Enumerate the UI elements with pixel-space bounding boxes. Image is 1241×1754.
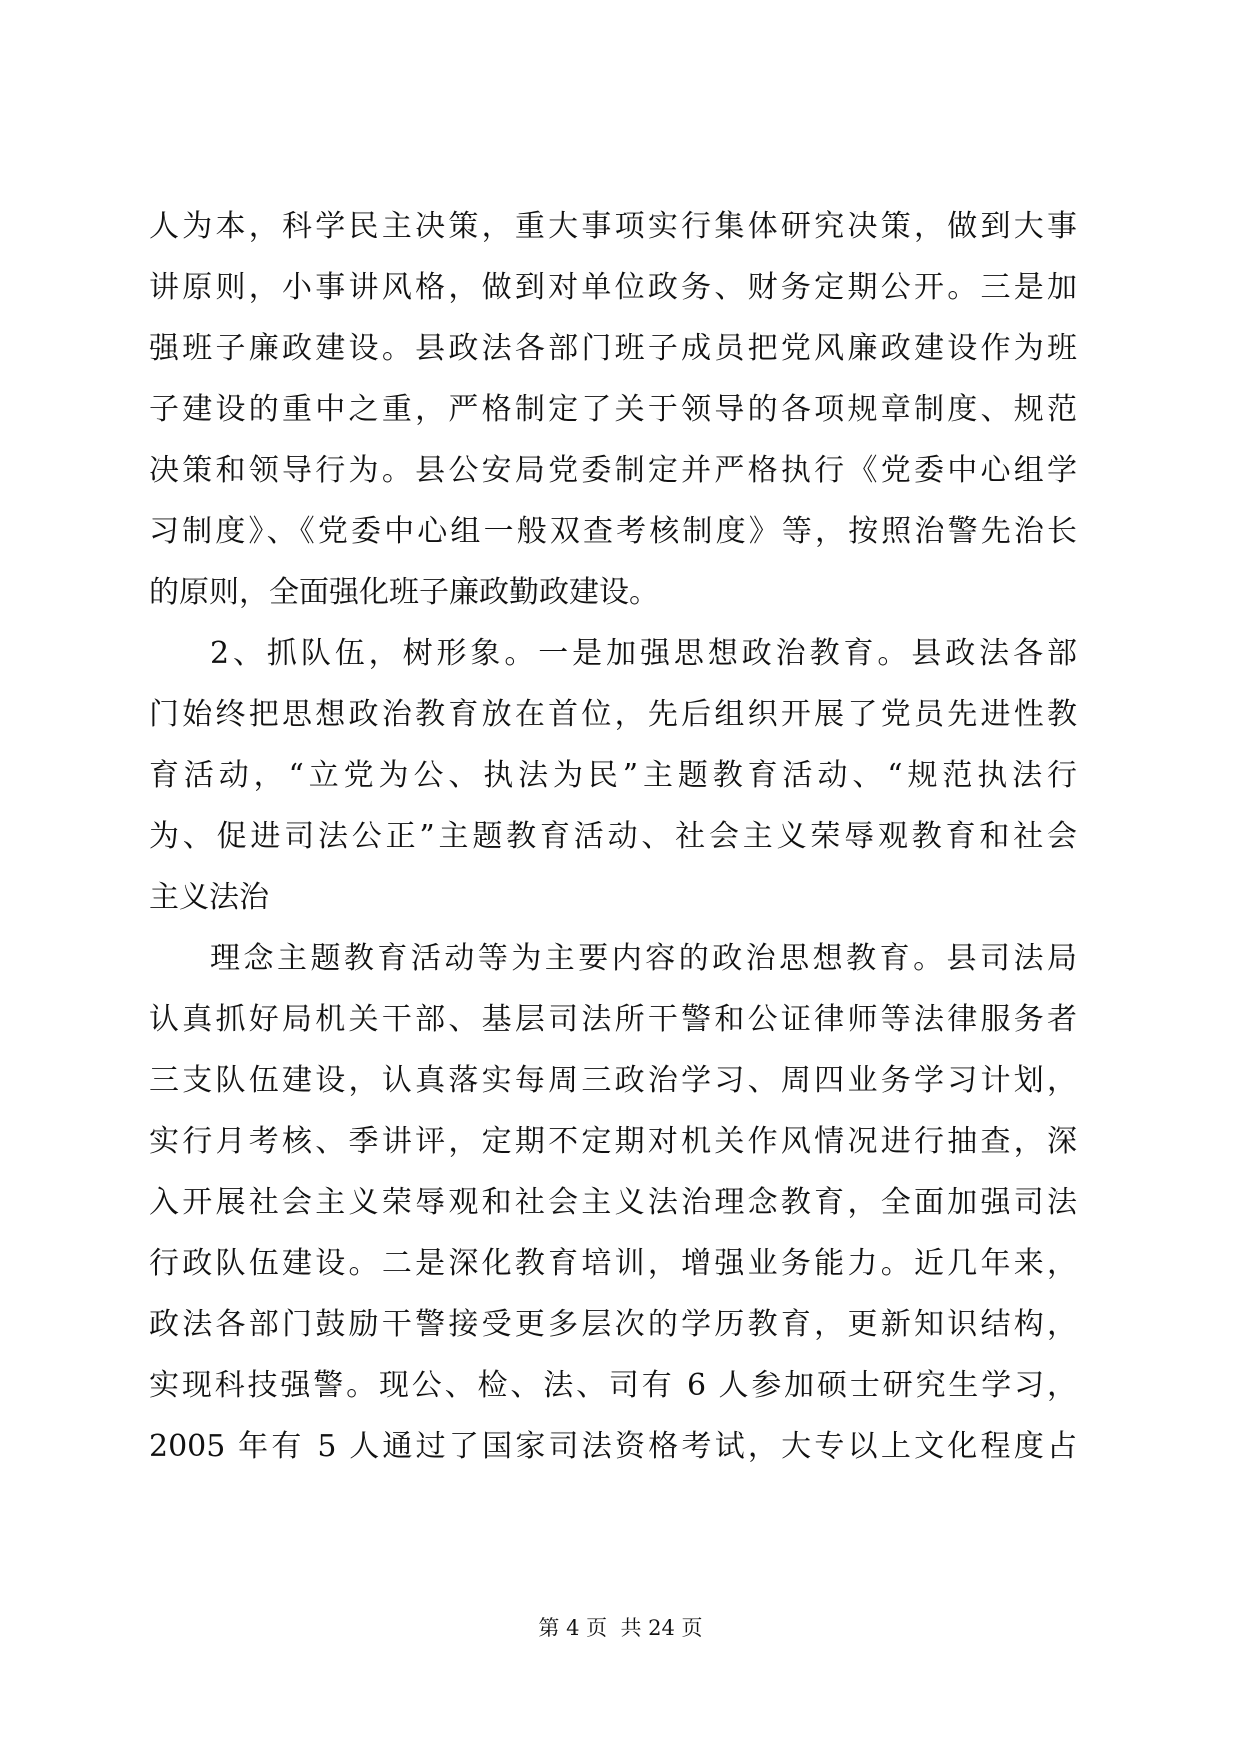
text-line: 实现科技强警。现公、检、法、司有 6 人参加硕士研究生学习， bbox=[149, 1368, 1077, 1403]
text-line: 为、促进司法公正”主题教育活动、社会主义荣辱观教育和社会 bbox=[149, 819, 1077, 854]
text-line: 育活动，“立党为公、执法为民”主题教育活动、“规范执法行 bbox=[149, 758, 1077, 793]
paragraph-start-line: 理念主题教育活动等为主要内容的政治思想教育。县司法局 bbox=[210, 941, 1077, 976]
text-line: 主义法治 bbox=[149, 880, 269, 915]
page-number-label: 第 4 页 共 24 页 bbox=[538, 1616, 703, 1640]
text-line: 实行月考核、季讲评，定期不定期对机关作风情况进行抽查，深 bbox=[149, 1124, 1077, 1159]
text-line: 2005 年有 5 人通过了国家司法资格考试，大专以上文化程度占 bbox=[149, 1429, 1077, 1464]
text-line: 三支队伍建设，认真落实每周三政治学习、周四业务学习计划， bbox=[149, 1063, 1077, 1098]
text-line: 习制度》、《党委中心组一般双查考核制度》等，按照治警先治长 bbox=[149, 514, 1077, 549]
text-line: 的原则，全面强化班子廉政勤政建设。 bbox=[149, 575, 659, 610]
text-line: 入开展社会主义荣辱观和社会主义法治理念教育，全面加强司法 bbox=[149, 1185, 1077, 1220]
text-line: 政法各部门鼓励干警接受更多层次的学历教育，更新知识结构， bbox=[149, 1307, 1077, 1342]
text-line: 决策和领导行为。县公安局党委制定并严格执行《党委中心组学 bbox=[149, 453, 1077, 488]
text-line: 门始终把思想政治教育放在首位，先后组织开展了党员先进性教 bbox=[149, 697, 1077, 732]
text-line: 讲原则，小事讲风格，做到对单位政务、财务定期公开。三是加 bbox=[149, 270, 1077, 305]
text-line: 子建设的重中之重，严格制定了关于领导的各项规章制度、规范 bbox=[149, 392, 1077, 427]
page-footer bbox=[0, 1614, 1241, 1642]
text-line: 行政队伍建设。二是深化教育培训，增强业务能力。近几年来， bbox=[149, 1246, 1077, 1281]
text-line: 认真抓好局机关干部、基层司法所干警和公证律师等法律服务者 bbox=[149, 1002, 1077, 1037]
paragraph-start-line: 2、抓队伍，树形象。一是加强思想政治教育。县政法各部 bbox=[210, 636, 1077, 671]
text-line: 强班子廉政建设。县政法各部门班子成员把党风廉政建设作为班 bbox=[149, 331, 1077, 366]
text-line: 人为本，科学民主决策，重大事项实行集体研究决策，做到大事 bbox=[149, 209, 1077, 244]
